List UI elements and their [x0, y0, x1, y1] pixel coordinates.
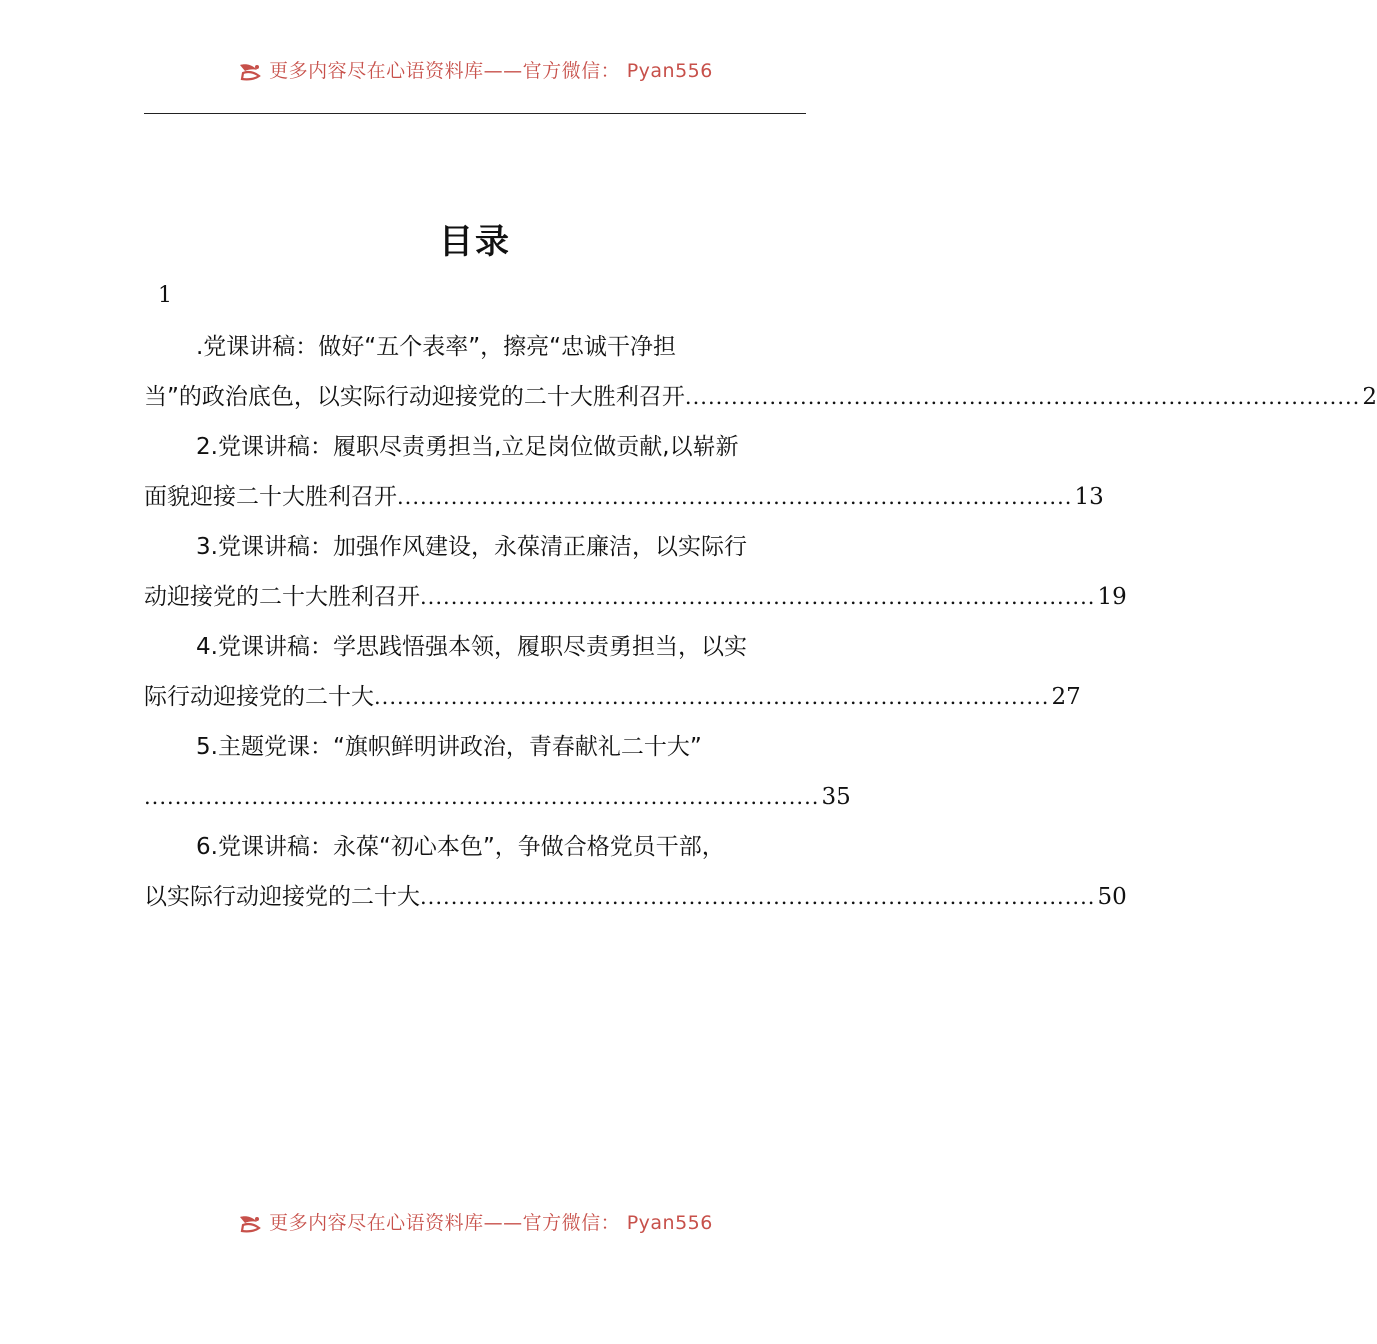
toc-entry-title-line2: [144, 772, 851, 822]
toc-entry-title-line1: 4.党课讲稿：学思践悟强本领，履职尽责勇担当，以实: [196, 634, 747, 660]
toc-entry-title-line2: [144, 572, 1127, 622]
toc-entry-title-cont: 面貌迎接二十大胜利召开: [144, 484, 397, 510]
dot-leader: ........................................................................................: [144, 785, 820, 809]
watermark-text: 更多内容尽在心语资料库——官方微信：: [269, 1212, 621, 1234]
toc-page-number: 50: [1097, 884, 1127, 910]
dot-leader: ........................................................................................: [397, 485, 1073, 509]
watermark-id: Pyan556: [626, 1212, 713, 1234]
toc-entry[interactable]: [144, 322, 1377, 422]
page-title: 目录: [439, 222, 511, 262]
watermark-text: 更多内容尽在心语资料库——官方微信：: [269, 60, 621, 82]
toc-entry-title-cont: 际行动迎接党的二十大: [144, 684, 374, 710]
watermark-id: Pyan556: [626, 60, 713, 82]
list-number: 1: [158, 283, 172, 308]
table-of-contents: [144, 322, 1377, 922]
toc-entry-title-line1: 6.党课讲稿：永葆“初心本色”，争做合格党员干部，: [196, 834, 725, 860]
toc-entry-title-line2: [144, 372, 1377, 422]
toc-entry[interactable]: [144, 422, 1104, 522]
dot-leader: ........................................................................................: [684, 385, 1361, 409]
toc-entry-title-cont: 动迎接党的二十大胜利召开: [144, 584, 420, 610]
toc-page-number: 27: [1051, 684, 1081, 710]
header-rule: [144, 113, 806, 114]
header-watermark: [0, 56, 950, 86]
toc-entry-title-line1: 2.党课讲稿：履职尽责勇担当,立足岗位做贡献,以崭新: [196, 434, 739, 460]
toc-entry-title-cont: 以实际行动迎接党的二十大: [144, 884, 420, 910]
toc-page-number: 2: [1362, 384, 1377, 410]
toc-entry-title-line1: 5.主题党课：“旗帜鲜明讲政治，青春献礼二十大”: [196, 734, 702, 760]
toc-entry-title-line2: [144, 672, 1081, 722]
toc-entry[interactable]: [144, 822, 1127, 922]
toc-entry-title-cont: 当”的政治底色，以实际行动迎接党的二十大胜利召开: [144, 384, 685, 410]
toc-entry-title-line1: 3.党课讲稿：加强作风建设，永葆清正廉洁，以实际行: [196, 534, 747, 560]
brand-logo-icon: [237, 61, 263, 83]
footer-watermark: [0, 1208, 950, 1238]
toc-entry-title-line1: .党课讲稿：做好“五个表率”，擦亮“忠诚干净担: [196, 334, 677, 360]
dot-leader: ........................................................................................: [374, 685, 1050, 709]
toc-page-number: 35: [821, 784, 851, 810]
toc-entry-title-line2: [144, 472, 1104, 522]
toc-page-number: 19: [1097, 584, 1127, 610]
toc-entry[interactable]: [144, 522, 1127, 622]
toc-entry[interactable]: [144, 622, 1081, 722]
dot-leader: ........................................................................................: [420, 885, 1096, 909]
toc-page-number: 13: [1074, 484, 1104, 510]
toc-entry-title-line2: [144, 872, 1127, 922]
brand-logo-icon: [237, 1213, 263, 1235]
toc-entry[interactable]: [144, 722, 851, 822]
dot-leader: ........................................................................................: [420, 585, 1096, 609]
